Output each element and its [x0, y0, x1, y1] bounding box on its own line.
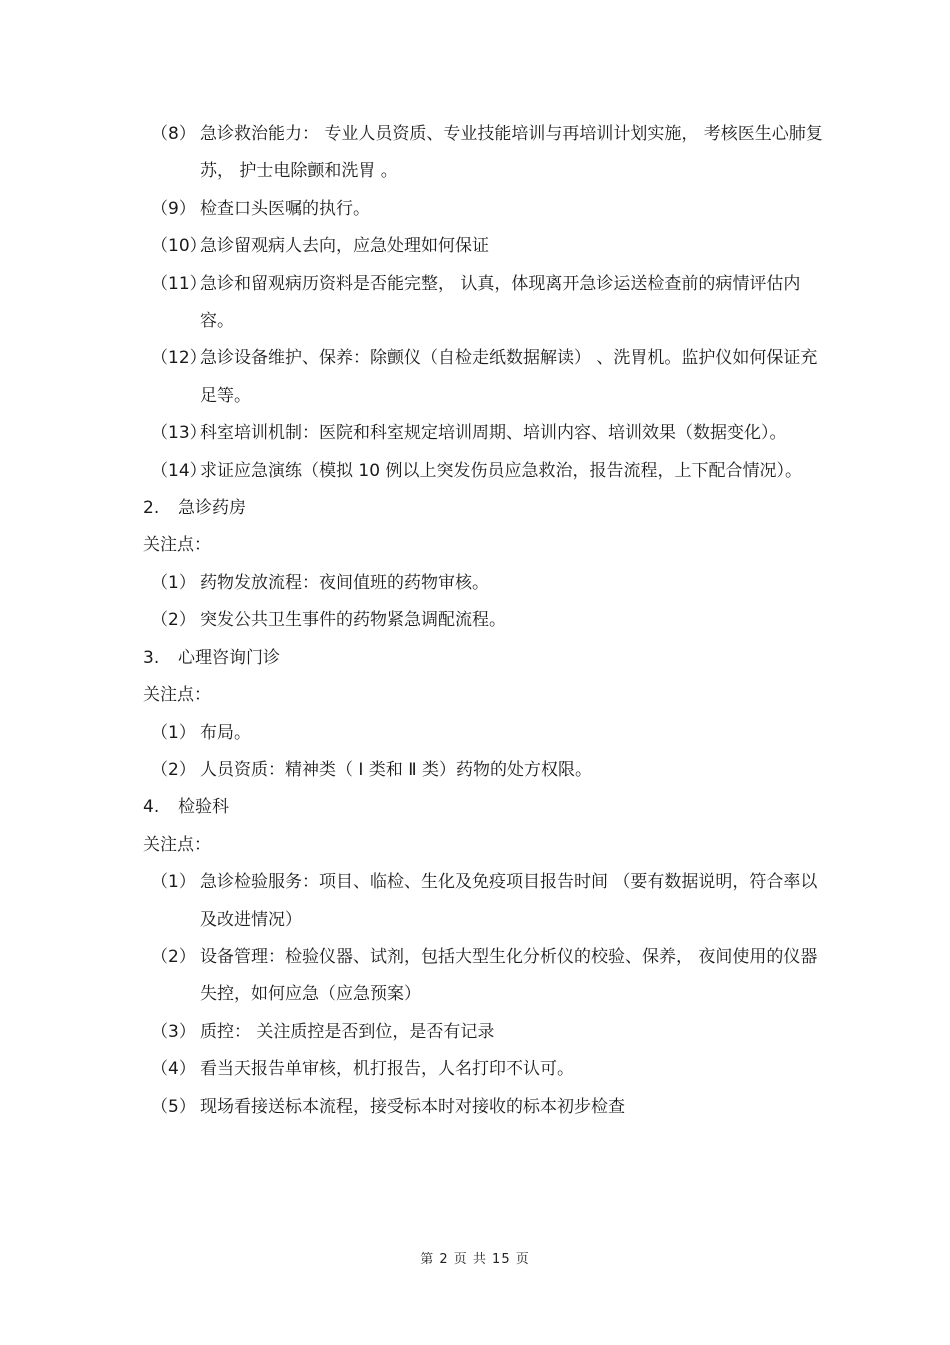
list-item — [143, 1089, 823, 1126]
list-item — [143, 715, 823, 752]
item-number: （4） — [151, 1059, 196, 1080]
item-number: （2） — [151, 946, 196, 967]
item-text: 看当天报告单审核，机打报告，人名打印不认可。 — [200, 1059, 574, 1080]
list-item — [143, 340, 823, 415]
page-footer: 第 2 页 共 15 页 — [420, 1252, 530, 1267]
list-item — [143, 228, 823, 265]
section-title: 急诊药房 — [178, 498, 246, 519]
item-text: 突发公共卫生事件的药物紧急调配流程。 — [200, 610, 506, 631]
list-item — [143, 602, 823, 639]
item-number: （14） — [151, 460, 207, 481]
item-number: （1） — [151, 872, 196, 893]
item-number: （8） — [151, 124, 196, 144]
item-text: 布局。 — [200, 722, 251, 743]
section-number: 2. — [143, 498, 160, 519]
list-item — [143, 752, 823, 789]
item-text: 科室培训机制：医院和科室规定培训周期、培训内容、培训效果（数据变化）。 — [200, 423, 787, 444]
list-item — [143, 565, 823, 602]
section-title: 检验科 — [178, 797, 229, 818]
item-number: （1） — [151, 722, 196, 743]
item-number: （5） — [151, 1096, 196, 1117]
item-text: 药物发放流程：夜间值班的药物审核。 — [200, 572, 489, 593]
section-number: 3. — [143, 647, 160, 668]
item-text: 检查口头医嘱的执行。 — [200, 198, 370, 219]
item-text: 质控： 关注质控是否到位，是否有记录 — [200, 1021, 495, 1042]
item-number: （10） — [151, 236, 207, 257]
item-text: 急诊救治能力： 专业人员资质、专业技能培训与再培训计划实施， 考核医生心肺复苏， 护士电除颤和洗胃 。 — [200, 124, 823, 182]
list-item — [143, 266, 823, 341]
list-item — [143, 1051, 823, 1088]
list-item — [143, 1014, 823, 1051]
list-item — [143, 453, 823, 490]
item-number: （9） — [151, 198, 196, 219]
focus-label: 关注点： — [143, 834, 211, 855]
item-number: （1） — [151, 572, 196, 593]
list-item — [143, 191, 823, 228]
focus-label: 关注点： — [143, 685, 211, 706]
item-text: 急诊检验服务：项目、临检、生化及免疫项目报告时间 （要有数据说明，符合率以及改进情况） — [200, 872, 818, 930]
section-number: 4. — [143, 797, 160, 818]
item-number: （2） — [151, 610, 196, 631]
list-item — [143, 864, 823, 939]
list-item — [143, 415, 823, 452]
list-item — [143, 116, 823, 191]
item-text: 急诊留观病人去向，应急处理如何保证 — [200, 236, 489, 257]
item-number: （13） — [151, 423, 207, 444]
focus-label: 关注点： — [143, 535, 211, 556]
item-text: 求证应急演练（模拟 10 例以上突发伤员应急救治，报告流程，上下配合情况）。 — [200, 460, 802, 481]
item-number: （2） — [151, 759, 196, 780]
item-text: 急诊设备维护、保养：除颤仪（自检走纸数据解读） 、洗胃机。监护仪如何保证充足等。 — [200, 348, 818, 406]
list-item — [143, 939, 823, 1014]
item-number: （3） — [151, 1021, 196, 1042]
page-content — [143, 116, 823, 1126]
item-text: 人员资质：精神类（ Ⅰ 类和 Ⅱ 类）药物的处方权限。 — [200, 759, 592, 780]
item-text: 现场看接送标本流程，接受标本时对接收的标本初步检查 — [200, 1096, 625, 1117]
section-heading — [143, 490, 823, 527]
item-text: 急诊和留观病历资料是否能完整， 认真，体现离开急诊运送检查前的病情评估内容。 — [200, 273, 801, 332]
item-text: 设备管理：检验仪器、试剂，包括大型生化分析仪的校验、保养， 夜间使用的仪器失控，如何应急（应急预案） — [200, 946, 818, 1005]
item-number: （12） — [151, 348, 207, 369]
section-title: 心理咨询门诊 — [178, 647, 280, 668]
item-number: （11） — [151, 273, 207, 294]
section-heading — [143, 789, 823, 826]
section-heading — [143, 640, 823, 677]
